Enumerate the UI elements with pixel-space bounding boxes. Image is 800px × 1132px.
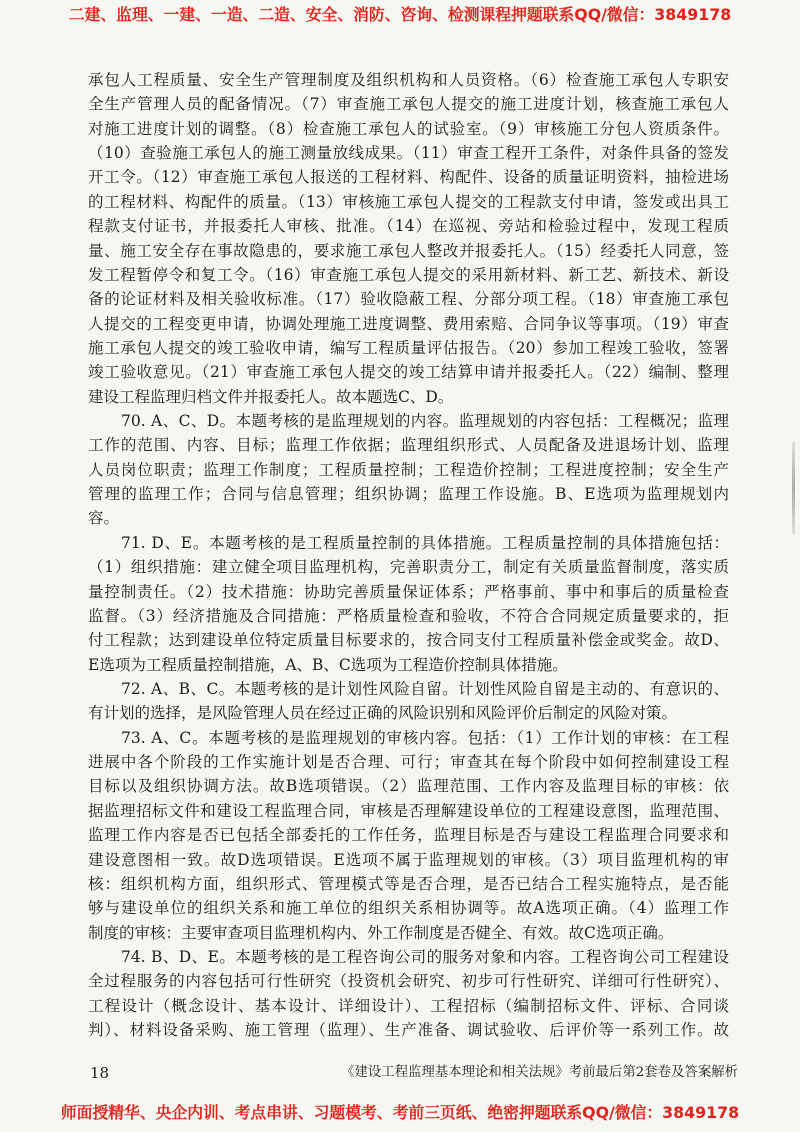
text-line: 据监理招标文件和建设工程监理合同，审核是否理解建设单位的工程建设意图，监理范围、 [88, 801, 729, 820]
text-line: 发工程暂停令和复工令。（16）审查施工承包人提交的采用新材料、新工艺、新技术、新设 [88, 265, 729, 284]
answer-paragraph [88, 409, 729, 531]
text-line: 的工程材料、构配件的质量。（13）审核施工承包人提交的工程款支付申请，签发或出具工 [88, 192, 729, 211]
text-line: （1）组织措施：建立健全项目监理机构，完善职责分工，制定有关质量监督制度，落实质 [88, 558, 729, 577]
text-line: 量控制责任。（2）技术措施：协助完善质量保证体系；严格事前、事中和事后的质量检查 [88, 582, 729, 601]
answer-paragraph [88, 945, 729, 1042]
text-line: 核：组织机构方面，组织形式、管理模式等是否合理，是否已结合工程实施特点，是否能 [88, 874, 729, 893]
text-line: 人员岗位职责；监理工作制度；工程质量控制；工程造价控制；工程进度控制；安全生产 [88, 460, 729, 479]
running-title: 《建设工程监理基本理论和相关法规》考前最后第2套卷及答案解析 [341, 1065, 738, 1080]
text-line: 承包人工程质量、安全生产管理制度及组织机构和人员资格。（6）检查施工承包人专职安 [88, 71, 729, 89]
footer-ad-banner: 师面授精华、央企内训、考点串讲、习题模考、考前三页纸、绝密押题联系QQ/微信：3849178 [60, 1103, 740, 1122]
text-line: 建设工程监理归档文件并报委托人。故本题选C、D。 [88, 387, 454, 406]
text-line: 73. A、C。本题考核的是监理规划的审核内容。包括：（1）工作计划的审核：在工程 [121, 728, 729, 747]
text-line: 量、施工安全存在事故隐患的，要求施工承包人整改并报委托人。（15）经委托人同意，签 [88, 241, 729, 260]
text-line: 程款支付证书，并报委托人审核、批准。（14）在巡视、旁站和检验过程中，发现工程质 [88, 217, 729, 236]
text-line: 人提交的工程变更申请，协调处理施工进度调整、费用索赔、合同争议等事项。（19）审查 [88, 314, 729, 333]
text-line: 付工程款；达到建设单位特定质量目标要求的，按合同支付工程质量补偿金或奖金。故D、 [88, 631, 729, 650]
scan-artifact [792, 442, 795, 534]
text-line: （10）查验施工承包人的施工测量放线成果。（11）审查工程开工条件，对条件具备的签发 [88, 144, 729, 163]
text-line: 开工令。（12）审查施工承包人报送的工程材料、构配件、设备的质量证明资料，抽检进场 [88, 168, 729, 187]
text-line: 判）、材料设备采购、施工管理（监理）、生产准备、调试验收、后评价等一系列工作。故 [88, 1021, 729, 1040]
answer-paragraph [88, 677, 729, 726]
page-number: 18 [90, 1064, 110, 1082]
text-line: 71. D、E。本题考核的是工程质量控制的具体措施。工程质量控制的具体措施包括： [121, 533, 729, 552]
text-line: 建设意图相一致。故D选项错误。E选项不属于监理规划的审核。（3）项目监理机构的审 [88, 850, 729, 869]
answer-paragraph [88, 68, 729, 409]
text-line: 监理工作内容是否已包括全部委托的工作任务，监理目标是否与建设工程监理合同要求和 [88, 826, 729, 845]
text-line: 竣工验收意见。（21）审查施工承包人提交的竣工结算申请并报委托人。（22）编制、整理 [88, 363, 729, 382]
text-line: 72. A、B、C。本题考核的是计划性风险自留。计划性风险自留是主动的、有意识的、 [121, 679, 729, 698]
text-line: 对施工进度计划的调整。（8）检查施工承包人的试验室。（9）审核施工分包人资质条件。 [88, 119, 729, 138]
text-line: E选项为工程质量控制措施，A、B、C选项为工程造价控制具体措施。 [88, 655, 568, 674]
answer-body [88, 68, 729, 1042]
text-line: 工程设计（概念设计、基本设计、详细设计）、工程招标（编制招标文件、评标、合同谈 [88, 996, 729, 1015]
text-line: 够与建设单位的组织关系和施工单位的组织关系相协调等。故A选项正确。（4）监理工作 [88, 899, 729, 918]
text-line: 全生产管理人员的配备情况。（7）审查施工承包人提交的施工进度计划，核查施工承包人 [88, 95, 729, 114]
text-line: 74. B、D、E。本题考核的是工程咨询公司的服务对象和内容。工程咨询公司工程建设 [121, 947, 729, 966]
text-line: 施工承包人提交的竣工验收申请，编写工程质量评估报告。（20）参加工程竣工验收，签署 [88, 338, 729, 357]
text-line: 容。 [88, 509, 120, 528]
text-line: 备的论证材料及相关验收标准。（17）验收隐蔽工程、分部分项工程。（18）审查施工承包 [88, 290, 729, 309]
text-line: 进展中各个阶段的工作实施计划是否合理、可行；审查其在每个阶段中如何控制建设工程 [88, 753, 729, 772]
text-line: 监督。（3）经济措施及合同措施：严格质量检查和验收，不符合合同规定质量要求的，拒 [88, 606, 729, 625]
text-line: 制度的审核：主要审查项目监理机构内、外工作制度是否健全、有效。故C选项正确。 [88, 923, 674, 942]
text-line: 有计划的选择，是风险管理人员在经过正确的风险识别和风险评价后制定的风险对策。 [88, 704, 678, 723]
text-line: 目标以及组织协调方法。故B选项错误。（2）监理范围、工作内容及监理目标的审核：依 [88, 777, 729, 796]
text-line: 管理的监理工作；合同与信息管理；组织协调；监理工作设施。B、E选项为监理规划内 [88, 485, 729, 504]
text-line: 工作的范围、内容、目标；监理工作依据；监理组织形式、人员配备及进退场计划、监理 [88, 436, 729, 455]
answer-paragraph [88, 531, 729, 677]
answer-paragraph [88, 726, 729, 945]
text-line: 全过程服务的内容包括可行性研究（投资机会研究、初步可行性研究、详细可行性研究）、 [88, 972, 729, 991]
header-ad-banner: 二建、监理、一建、一造、二造、安全、消防、咨询、检测课程押题联系QQ/微信：3849178 [68, 5, 732, 24]
text-line: 70. A、C、D。本题考核的是监理规划的内容。监理规划的内容包括：工程概况；监理 [121, 412, 729, 431]
